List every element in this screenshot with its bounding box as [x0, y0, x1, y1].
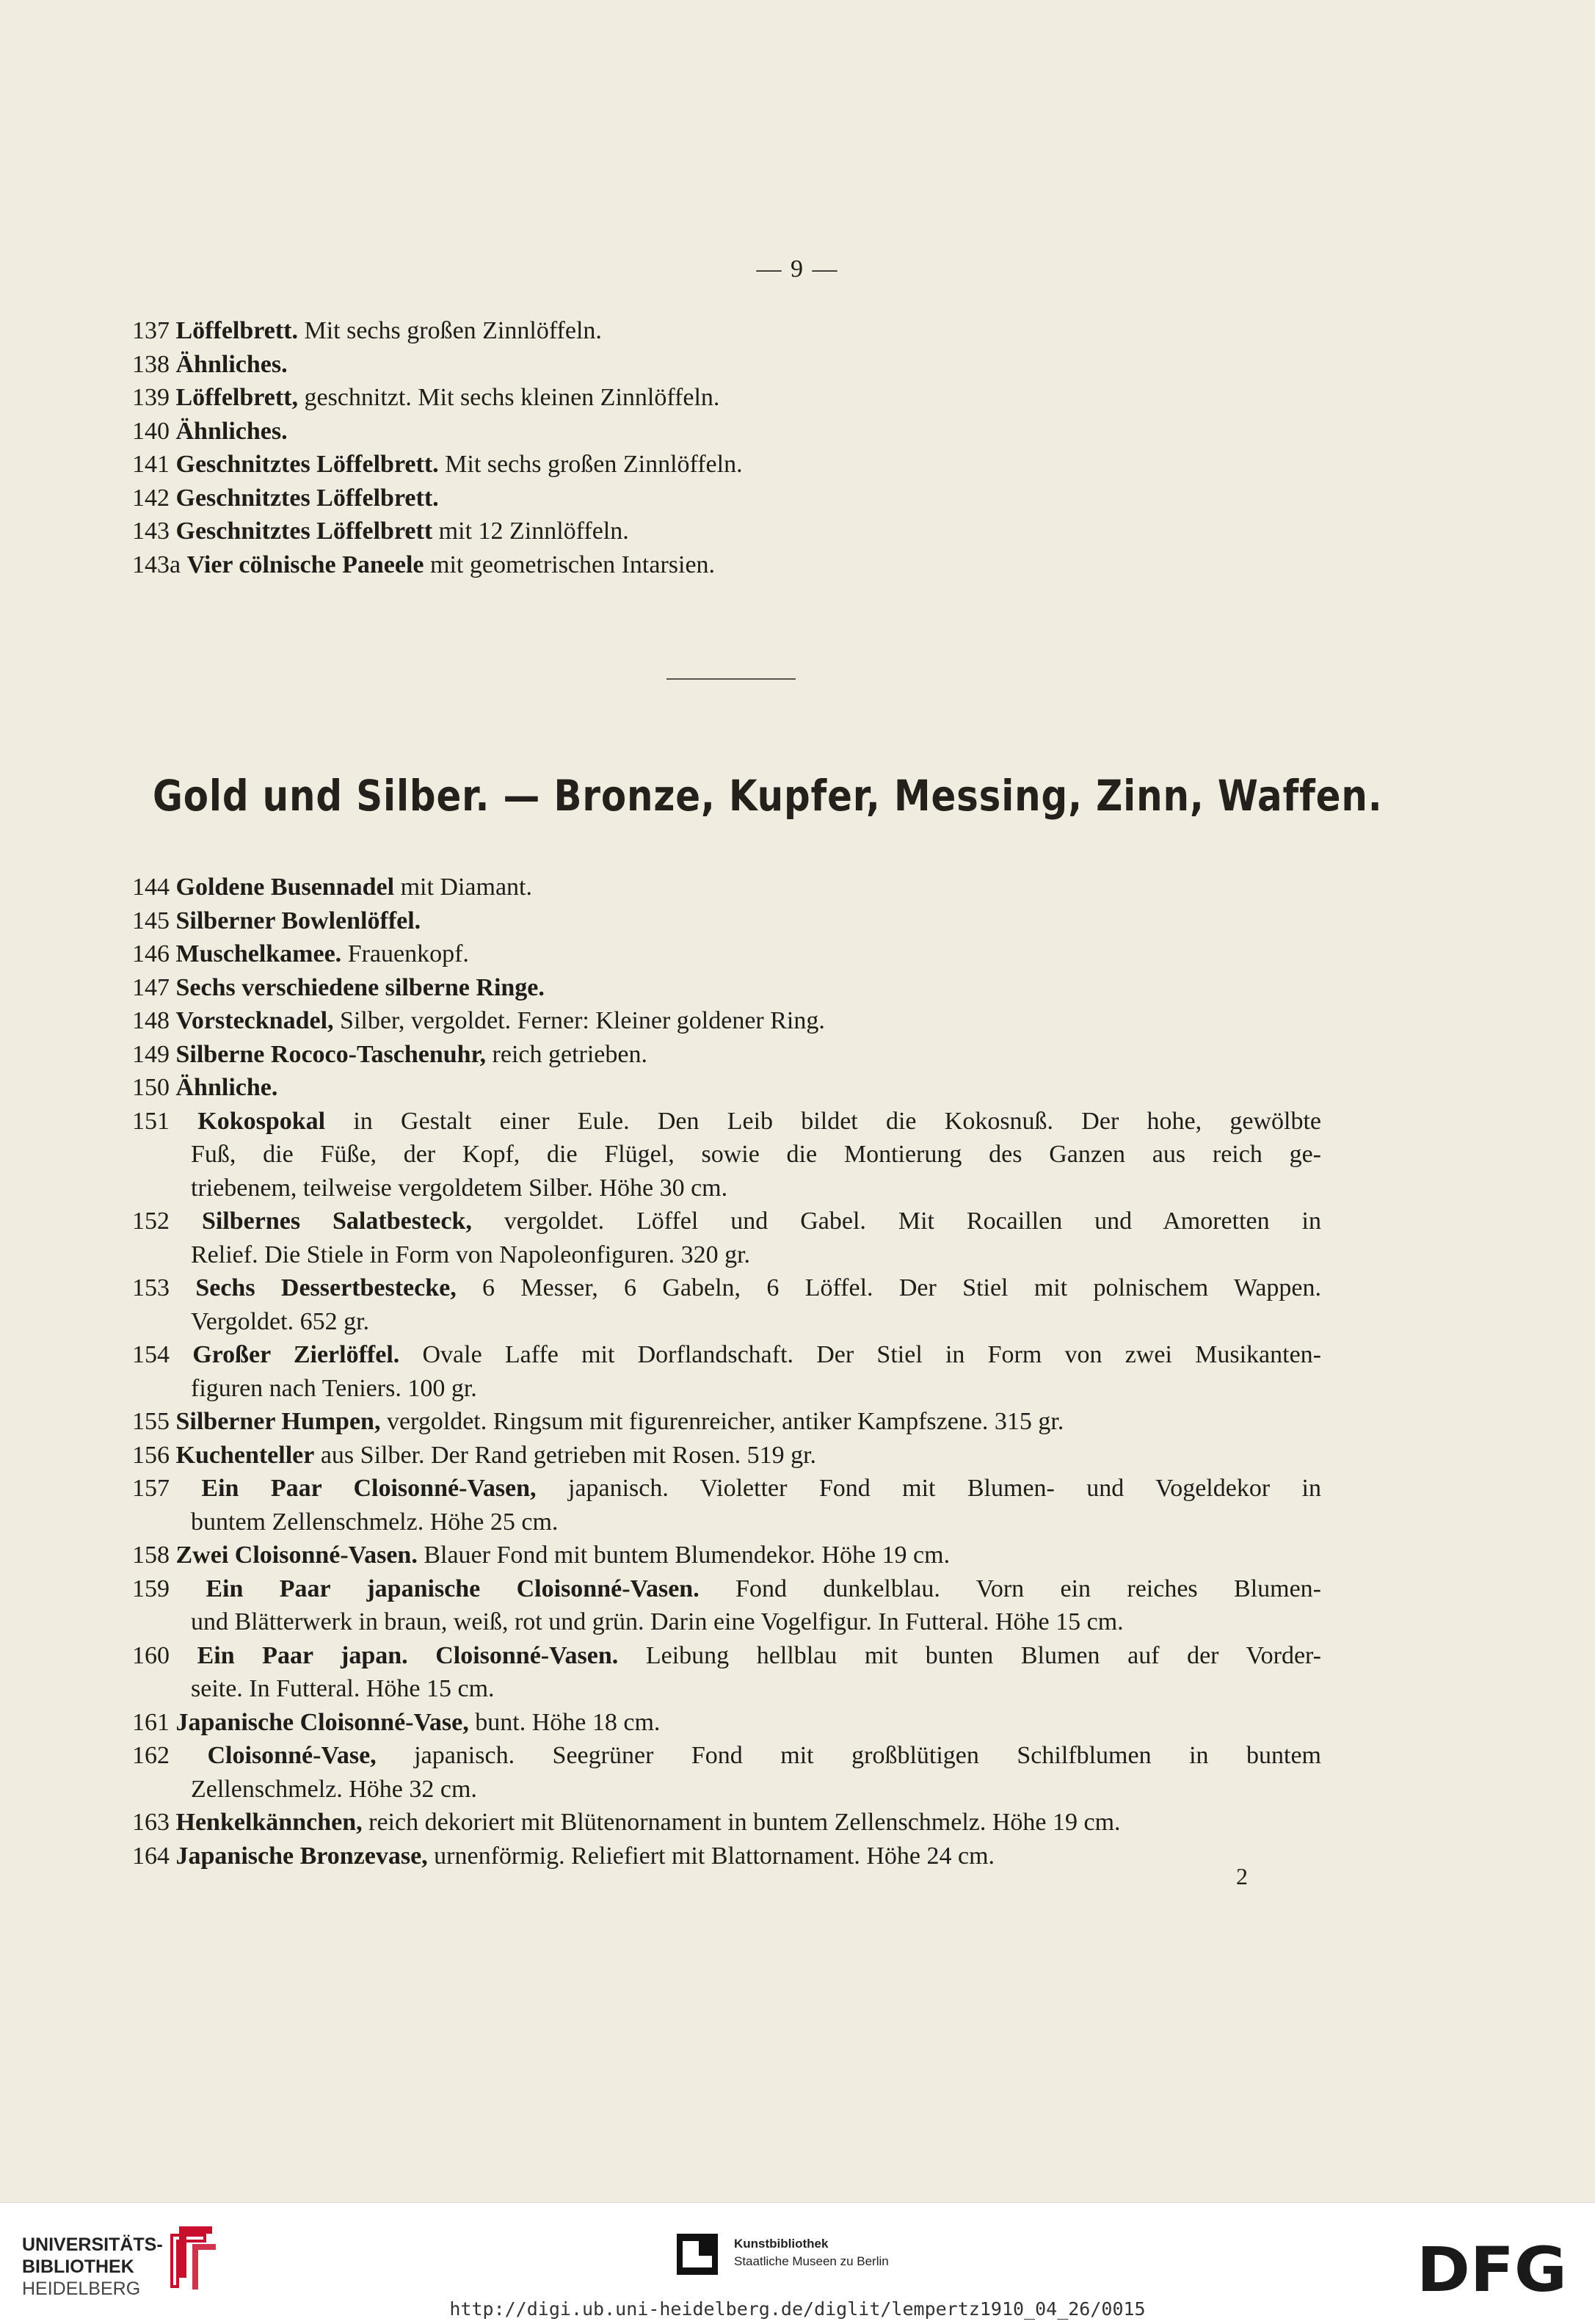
entry-line [132, 971, 1321, 1005]
entry-text: Mit sechs großen Zinnlöffeln. [438, 451, 743, 478]
entry-text: Silber, vergoldet. Ferner: Kleiner goldener Ring. [333, 1007, 825, 1034]
entry-line [132, 381, 1321, 415]
entry-title: Löffelbrett, [175, 384, 298, 411]
entry-line [132, 1071, 1321, 1105]
catalog-entry [132, 482, 1321, 515]
entry-line [132, 937, 1321, 971]
catalog-entry [132, 314, 1321, 348]
entry-line [132, 448, 1321, 482]
entry-text: Blauer Fond mit buntem Blumendekor. Höhe 19 cm. [417, 1542, 951, 1569]
entry-title: Silberner Bowlenlöffel. [175, 907, 421, 934]
entry-text: 148 [132, 1007, 176, 1034]
entry-text: 139 [132, 384, 176, 411]
catalog-entry [132, 937, 1321, 971]
entry-text: mit Diamant. [394, 874, 532, 901]
entry-line [132, 348, 1321, 382]
entry-line [132, 1639, 1321, 1673]
viewer-footer [0, 2202, 1595, 2324]
entry-line [132, 1138, 1321, 1172]
entry-text: Relief. Die Stiele in Form von Napoleonfiguren. 320 gr. [191, 1241, 751, 1268]
entry-title: Geschnitztes Löffelbrett. [175, 484, 439, 512]
entry-title: Goldene Busennadel [175, 874, 395, 901]
catalog-entry [132, 448, 1321, 482]
entry-title: Geschnitztes Löffelbrett. [175, 451, 439, 478]
entry-text: Vergoldet. 652 gr. [191, 1307, 370, 1335]
entry-title: Ähnliches. [175, 350, 288, 378]
catalog-entry [132, 1338, 1321, 1405]
entry-text: 154 [132, 1341, 193, 1368]
entry-line [132, 1706, 1321, 1740]
entry-line [132, 1806, 1321, 1840]
entry-title: Sechs Dessertbestecke, [195, 1274, 457, 1301]
entry-text: mit 12 Zinnlöffeln. [432, 518, 629, 545]
entry-text: 149 [132, 1040, 176, 1068]
entry-line [132, 548, 1321, 582]
entry-line [132, 871, 1321, 904]
entry-title: Großer Zierlöffel. [192, 1341, 400, 1368]
entry-title: Löffelbrett. [175, 317, 298, 344]
entry-text: 150 [132, 1074, 176, 1101]
catalog-entry [132, 1405, 1321, 1439]
entry-text: 6 Messer, 6 Gabeln, 6 Löffel. Der Stiel mit polnischem Wappen. [456, 1274, 1322, 1301]
entry-text: japanisch. Violetter Fond mit Blumen- und Vogeldekor in [536, 1475, 1322, 1502]
entry-title: Japanische Bronzevase, [175, 1842, 428, 1870]
entry-text: Mit sechs großen Zinnlöffeln. [297, 317, 602, 344]
catalog-entry [132, 1739, 1321, 1806]
kb-title: Kunstbibliothek [734, 2237, 829, 2251]
entry-line [132, 1038, 1321, 1072]
catalog-entries-bottom [132, 871, 1321, 1873]
catalog-entry [132, 1840, 1321, 1873]
entry-title: Sechs verschiedene silberne Ringe. [175, 973, 545, 1001]
entry-text: 162 [132, 1742, 208, 1769]
entry-line [132, 1539, 1321, 1572]
entry-line [132, 515, 1321, 548]
catalog-entry [132, 415, 1321, 449]
entry-text: Frauenkopf. [341, 940, 469, 967]
entry-line [132, 904, 1321, 938]
catalog-entry [132, 1038, 1321, 1072]
entry-text: Leibung hellblau mit bunten Blumen auf der Vorder- [618, 1641, 1322, 1669]
entry-title: Japanische Cloisonné-Vase, [175, 1708, 469, 1736]
entry-text: 164 [132, 1842, 176, 1870]
entry-title: Kokospokal [197, 1107, 326, 1135]
catalog-entry [132, 904, 1321, 938]
entry-text: bunt. Höhe 18 cm. [468, 1708, 661, 1736]
entry-line [132, 1739, 1321, 1773]
entry-line [132, 1773, 1321, 1806]
entry-line [132, 1506, 1321, 1539]
heidelberg-library-icon [157, 2219, 223, 2292]
entry-title: Silberner Humpen, [175, 1408, 381, 1435]
kunstbibliothek-icon [677, 2234, 718, 2275]
entry-text: 159 [132, 1575, 206, 1602]
entry-line [132, 1840, 1321, 1873]
entry-text: in Gestalt einer Eule. Den Leib bildet die Kokosnuß. Der hohe, gewölbte [325, 1107, 1321, 1135]
catalog-entry [132, 348, 1321, 382]
catalog-entry [132, 1071, 1321, 1105]
section-heading: Gold und Silber. — Bronze, Kupfer, Messing, Zinn, Waffen. [153, 771, 1383, 821]
entry-text: 145 [132, 907, 176, 934]
entry-text: reich dekoriert mit Blütenornament in buntem Zellenschmelz. Höhe 19 cm. [362, 1809, 1121, 1836]
entry-text: seite. In Futteral. Höhe 15 cm. [191, 1675, 495, 1702]
kunstbibliothek-logo[interactable] [734, 2235, 889, 2270]
entry-title: Ähnliche. [175, 1074, 278, 1101]
entry-text: 163 [132, 1809, 176, 1836]
entry-line [132, 415, 1321, 449]
entry-text: 143 [132, 518, 176, 545]
entry-line [132, 1238, 1321, 1272]
entry-text: 142 [132, 484, 176, 512]
entry-text: 155 [132, 1408, 176, 1435]
catalog-entry [132, 1539, 1321, 1572]
permalink-url[interactable]: http://digi.ub.uni-heidelberg.de/diglit/lempertz1910_04_26/0015 [449, 2298, 1146, 2320]
page-number: — 9 — [756, 255, 839, 283]
catalog-entry [132, 871, 1321, 904]
entry-text: 146 [132, 940, 176, 967]
entry-line [132, 1439, 1321, 1473]
entry-text: 141 [132, 451, 176, 478]
entry-text: 153 [132, 1274, 196, 1301]
catalog-entry [132, 1004, 1321, 1038]
catalog-entry [132, 515, 1321, 548]
catalog-entry [132, 1105, 1321, 1205]
catalog-entries-top [132, 314, 1321, 581]
entry-text: triebenem, teilweise vergoldetem Silber. Höhe 30 cm. [191, 1174, 728, 1202]
entry-text: Fuß, die Füße, der Kopf, die Flügel, sowie die Montierung des Ganzen aus reich ge- [191, 1141, 1321, 1168]
entry-line [132, 314, 1321, 348]
entry-text: Fond dunkelblau. Vorn ein reiches Blumen- [699, 1575, 1322, 1602]
printer-signature-mark: 2 [1236, 1863, 1248, 1889]
entry-line [132, 1338, 1321, 1372]
entry-text: 157 [132, 1475, 202, 1502]
catalog-entry [132, 1472, 1321, 1539]
catalog-entry [132, 971, 1321, 1005]
catalog-entry [132, 548, 1321, 582]
entry-title: Vier cölnische Paneele [186, 551, 424, 578]
entry-title: Ein Paar japan. Cloisonné-Vasen. [197, 1641, 619, 1669]
entry-title: Geschnitztes Löffelbrett [175, 518, 433, 545]
entry-text: 143a [132, 551, 187, 578]
entry-text: 138 [132, 350, 176, 378]
entry-line [132, 482, 1321, 515]
entry-text: 152 [132, 1208, 202, 1235]
entry-title: Silberne Rococo-Taschenuhr, [175, 1040, 487, 1068]
entry-text: 161 [132, 1708, 176, 1736]
entry-text: urnenförmig. Reliefiert mit Blattornament. Höhe 24 cm. [427, 1842, 995, 1870]
entry-text: Zellenschmelz. Höhe 32 cm. [191, 1775, 477, 1803]
entry-text: mit geometrischen Intarsien. [424, 551, 716, 578]
dfg-logo-text: DFG [1417, 2240, 1567, 2300]
entry-line [132, 1004, 1321, 1038]
entry-text: aus Silber. Der Rand getrieben mit Rosen. 519 gr. [314, 1441, 817, 1469]
catalog-entry [132, 1205, 1321, 1271]
entry-text: 158 [132, 1542, 176, 1569]
university-library-logo[interactable] [22, 2234, 163, 2300]
entry-title: Kuchenteller [175, 1441, 315, 1469]
entry-text: 140 [132, 417, 176, 445]
entry-line [132, 1305, 1321, 1339]
entry-line [132, 1472, 1321, 1506]
catalog-entry [132, 1639, 1321, 1706]
catalog-entry [132, 1271, 1321, 1338]
entry-text: Ovale Laffe mit Dorflandschaft. Der Stiel in Form von zwei Musikanten- [399, 1341, 1321, 1368]
entry-text: figuren nach Teniers. 100 gr. [191, 1374, 477, 1402]
entry-text: 137 [132, 317, 176, 344]
entry-text: 147 [132, 973, 176, 1001]
entry-line [132, 1172, 1321, 1205]
entry-line [132, 1672, 1321, 1706]
uni-logo-line: HEIDELBERG [22, 2278, 141, 2299]
catalog-entry [132, 1572, 1321, 1639]
entry-line [132, 1405, 1321, 1439]
entry-text: vergoldet. Löffel und Gabel. Mit Rocaillen und Amoretten in [471, 1208, 1321, 1235]
entry-line [132, 1105, 1321, 1139]
kb-subtitle: Staatliche Museen zu Berlin [734, 2254, 889, 2268]
entry-text: 160 [132, 1641, 197, 1669]
entry-title: Henkelkännchen, [175, 1809, 363, 1836]
entry-text: 144 [132, 874, 176, 901]
dfg-logo[interactable] [1417, 2240, 1571, 2300]
entry-text: 156 [132, 1441, 176, 1469]
entry-text: vergoldet. Ringsum mit figurenreicher, antiker Kampfszene. 315 gr. [380, 1408, 1064, 1435]
entry-line [132, 1605, 1321, 1639]
entry-text: buntem Zellenschmelz. Höhe 25 cm. [191, 1508, 559, 1536]
catalog-entry [132, 1439, 1321, 1473]
entry-title: Cloisonné-Vase, [207, 1742, 377, 1769]
uni-logo-line: BIBLIOTHEK [22, 2256, 134, 2277]
catalog-entry [132, 381, 1321, 415]
entry-text: und Blätterwerk in braun, weiß, rot und grün. Darin eine Vogelfigur. In Futteral. Höhe 15 cm. [191, 1608, 1124, 1635]
entry-title: Ein Paar japanische Cloisonné-Vasen. [206, 1575, 700, 1602]
entry-text: 151 [132, 1107, 198, 1135]
section-divider [666, 678, 796, 680]
entry-text: japanisch. Seegrüner Fond mit großblütigen Schilfblumen in buntem [376, 1742, 1321, 1769]
entry-title: Muschelkamee. [175, 940, 342, 967]
entry-line [132, 1271, 1321, 1305]
entry-title: Silbernes Salatbesteck, [201, 1208, 472, 1235]
entry-text: geschnitzt. Mit sechs kleinen Zinnlöffeln. [297, 384, 720, 411]
catalog-entry [132, 1706, 1321, 1740]
entry-title: Ähnliches. [175, 417, 288, 445]
entry-title: Ein Paar Cloisonné-Vasen, [201, 1475, 537, 1502]
catalog-entry [132, 1806, 1321, 1840]
uni-logo-line: UNIVERSITÄTS- [22, 2234, 163, 2255]
entry-line [132, 1205, 1321, 1238]
entry-text: reich getrieben. [486, 1040, 647, 1068]
entry-line [132, 1572, 1321, 1606]
entry-title: Zwei Cloisonné-Vasen. [175, 1542, 418, 1569]
entry-title: Vorstecknadel, [175, 1007, 334, 1034]
entry-line [132, 1372, 1321, 1406]
